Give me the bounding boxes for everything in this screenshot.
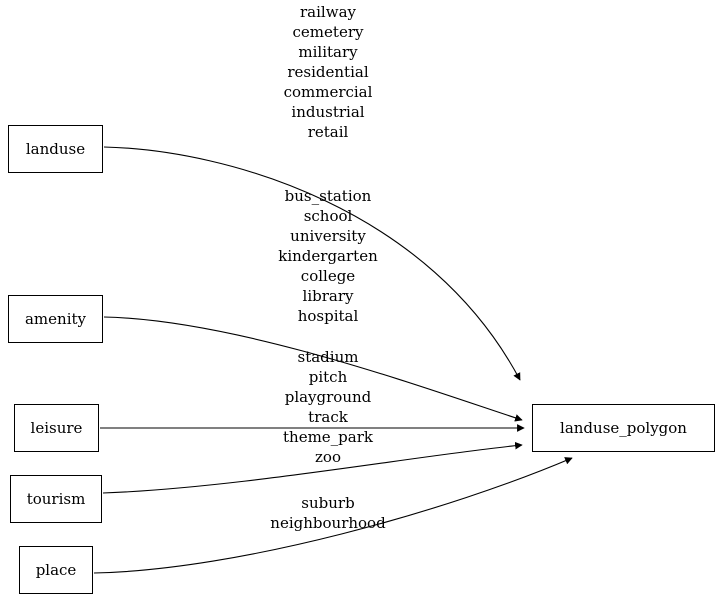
edge-label-line: bus_station — [284, 187, 372, 205]
edge-label-line: commercial — [283, 83, 373, 101]
node-landuse-polygon-label: landuse_polygon — [560, 419, 687, 437]
edge-label-group-tourism — [208, 427, 448, 467]
edge-label-line: military — [298, 43, 358, 61]
node-landuse-label: landuse — [25, 140, 86, 158]
edge-label-line: railway — [300, 3, 356, 21]
edge-label-line: retail — [307, 123, 349, 141]
edge-label-group-leisure — [208, 347, 448, 427]
edge-label-group-place — [208, 493, 448, 533]
edge-label-line: kindergarten — [278, 247, 378, 265]
node-place-label: place — [35, 561, 77, 579]
node-tourism[interactable] — [10, 475, 102, 523]
edge-label-line: suburb — [301, 494, 355, 512]
edge-label-line: hospital — [297, 307, 359, 325]
edge-label-group-amenity — [208, 186, 448, 326]
edge-label-line: residential — [287, 63, 369, 81]
edge-label-line: stadium — [297, 348, 359, 366]
node-tourism-label: tourism — [26, 490, 86, 508]
node-amenity[interactable] — [8, 295, 103, 343]
edge-label-line: zoo — [315, 448, 341, 466]
edge-label-line: college — [300, 267, 356, 285]
edge-label-line: playground — [284, 388, 372, 406]
edge-label-line: pitch — [308, 368, 348, 386]
node-place[interactable] — [19, 546, 93, 594]
node-leisure[interactable] — [14, 404, 99, 452]
node-landuse-polygon[interactable] — [532, 404, 715, 452]
edge-label-group-landuse — [208, 2, 448, 142]
edge-label-line: library — [302, 287, 354, 305]
edge-label-line: theme_park — [283, 428, 373, 446]
node-amenity-label: amenity — [24, 310, 86, 328]
edge-label-line: track — [308, 408, 348, 426]
edge-label-line: industrial — [291, 103, 365, 121]
edge-label-line: school — [303, 207, 353, 225]
edge-label-line: university — [290, 227, 366, 245]
node-landuse[interactable] — [8, 125, 103, 173]
edge-label-line: neighbourhood — [270, 514, 386, 532]
edge-label-line: cemetery — [292, 23, 364, 41]
node-leisure-label: leisure — [30, 419, 83, 437]
